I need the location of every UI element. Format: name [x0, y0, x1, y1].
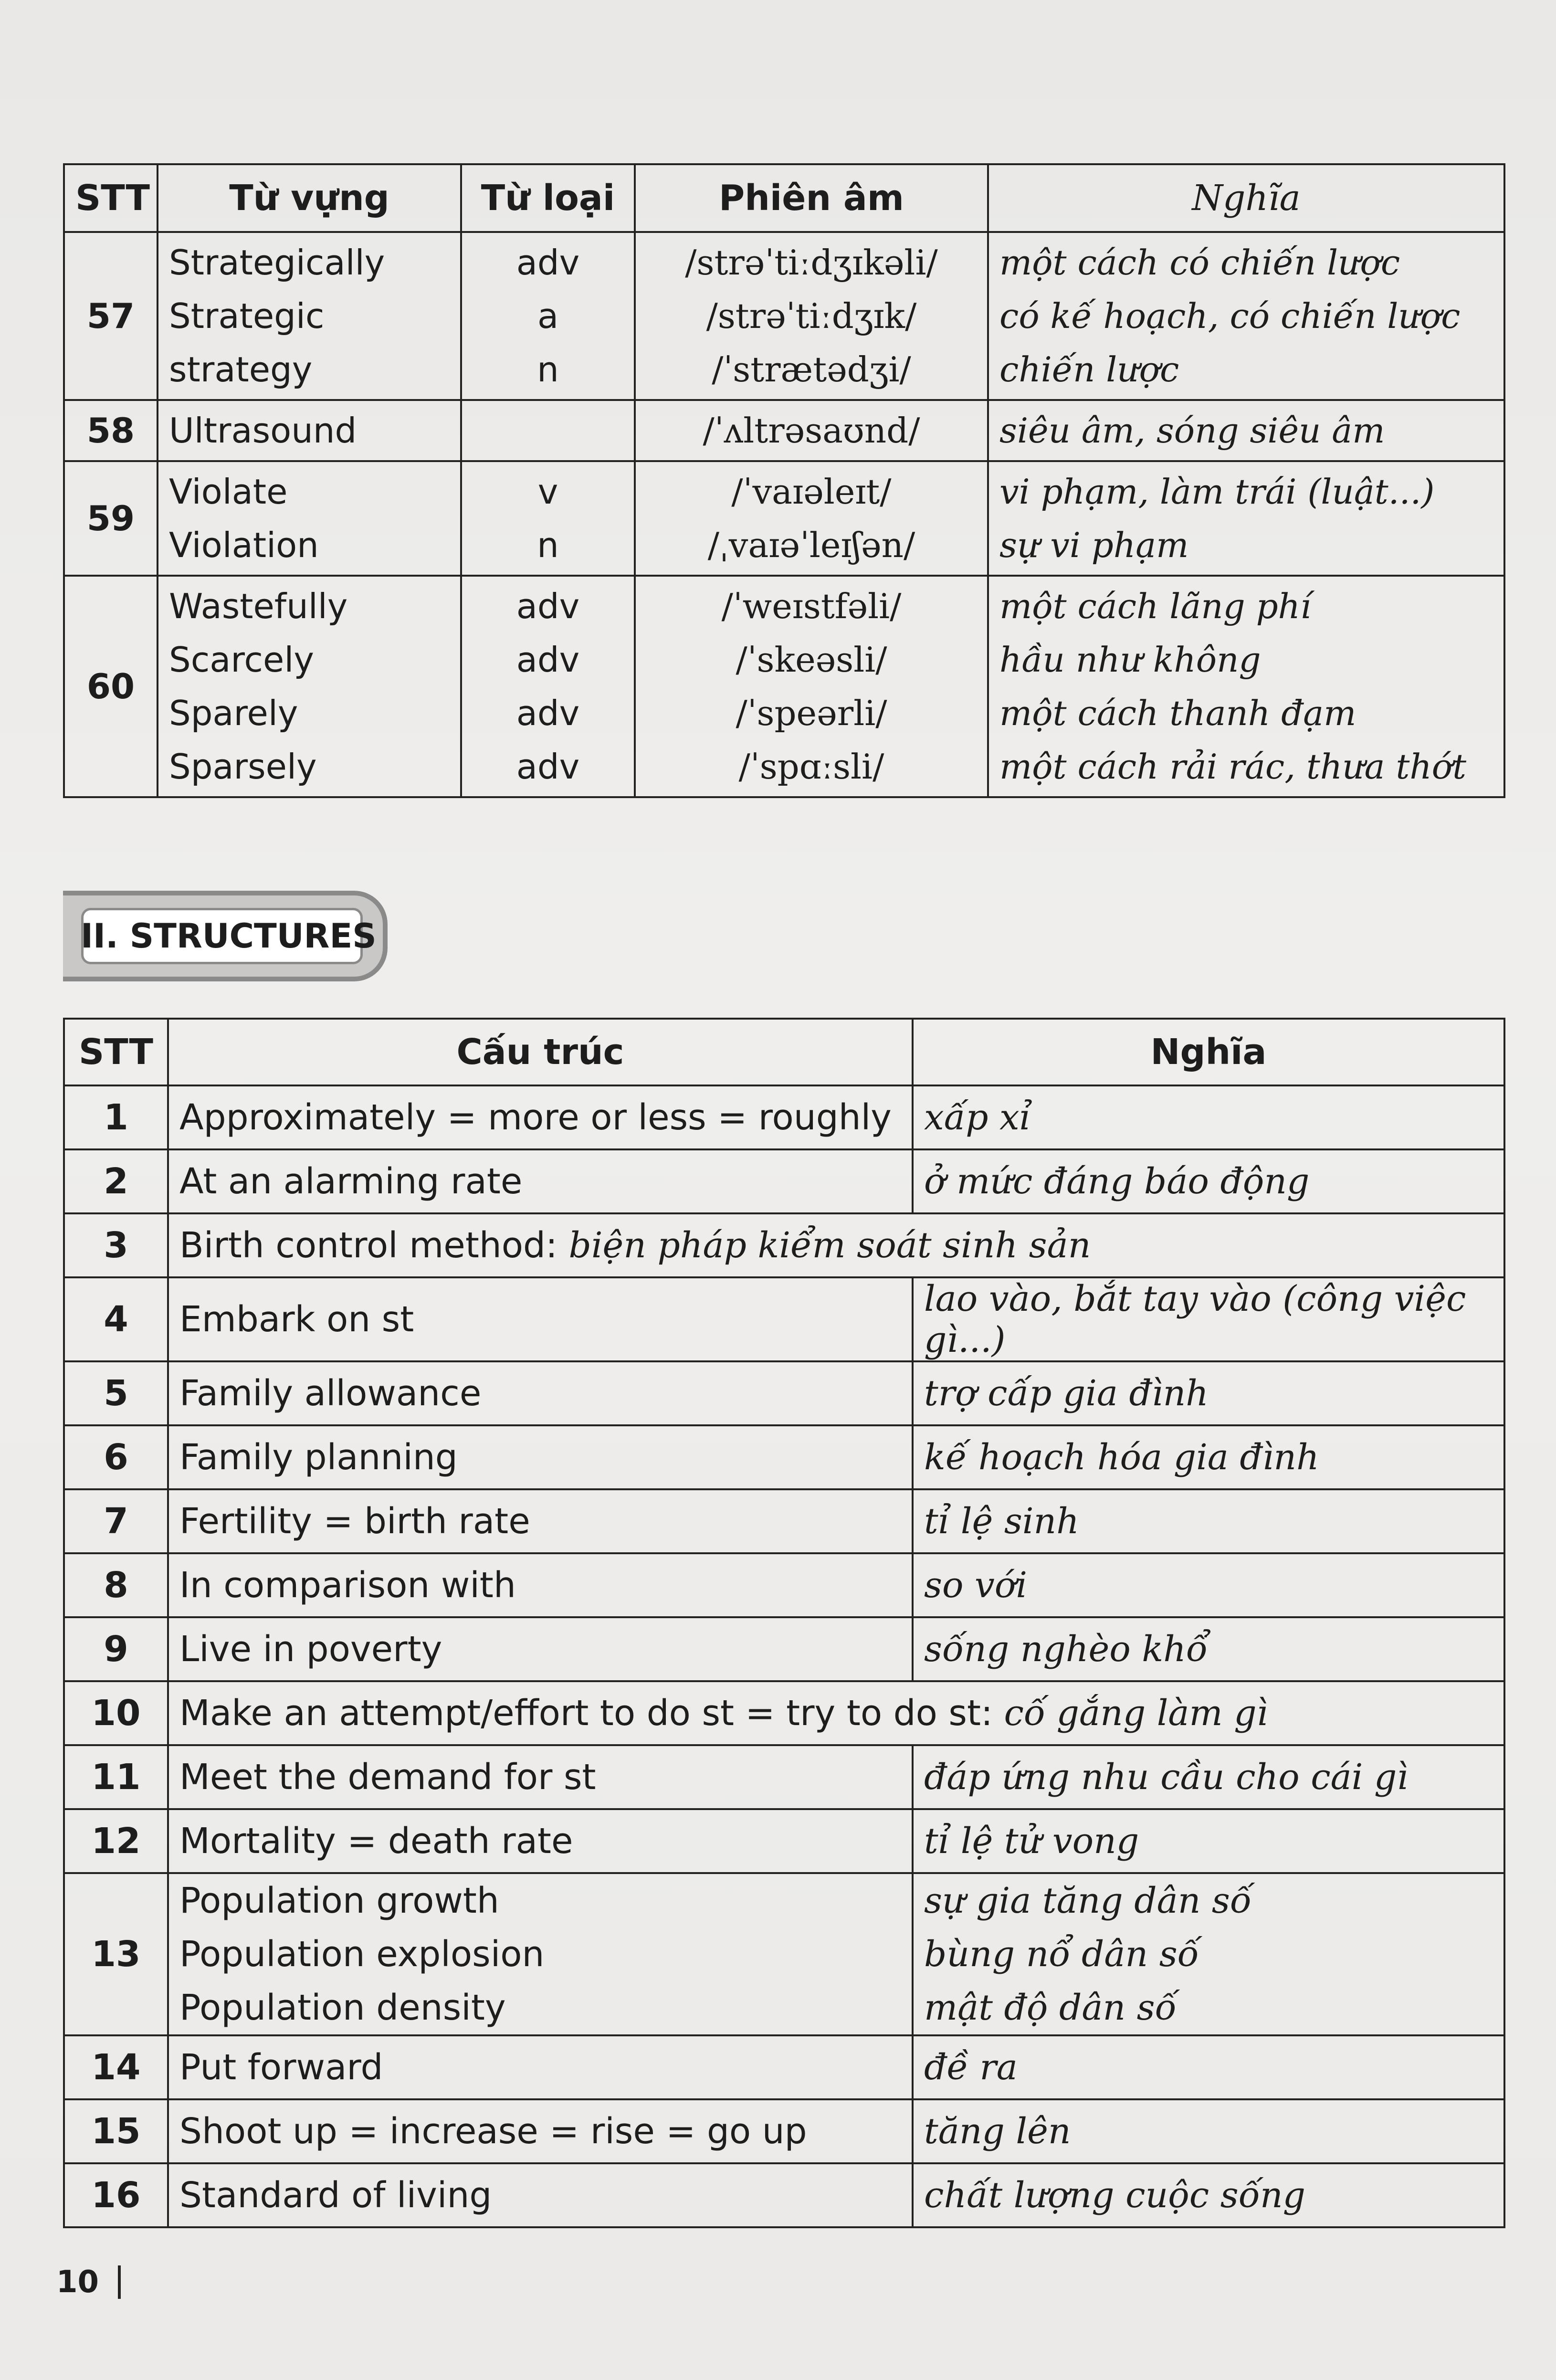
structure-number: 5 [64, 1361, 168, 1425]
vocab-meaning-cell [988, 232, 1504, 400]
section-title: STRUCTURES [129, 916, 377, 956]
structure-number: 8 [64, 1553, 168, 1617]
vocab-pos: n [537, 349, 559, 390]
structure-cell [168, 1617, 913, 1681]
structure-row [64, 1489, 1504, 1553]
header-structure: Cấu trúc [168, 1019, 913, 1085]
structure-number: 7 [64, 1489, 168, 1553]
header-meaning: Nghĩa [988, 164, 1504, 232]
structure-text: Put forward [179, 2047, 383, 2088]
vocab-meaning-cell [988, 576, 1504, 797]
meaning-cell [913, 2163, 1504, 2227]
structure-row [64, 1873, 1504, 2035]
structures-table [63, 1018, 1505, 2228]
structure-text: Make an attempt/effort to do st = try to do st: [179, 1693, 1004, 1734]
structure-row [64, 1745, 1504, 1809]
vocab-ipa-cell [635, 461, 988, 576]
structure-row [64, 1277, 1504, 1361]
vocab-pos-cell [461, 576, 635, 797]
vocab-row [64, 232, 1504, 400]
structure-number: 6 [64, 1425, 168, 1489]
vocab-pos: adv [516, 586, 580, 626]
structure-text: Fertility = birth rate [179, 1501, 530, 1542]
vocab-pos: n [537, 525, 559, 565]
vocab-meaning: có kế hoạch, có chiến lược [999, 296, 1461, 336]
structure-merged-cell [168, 1681, 1504, 1745]
section-label-box [81, 908, 377, 964]
structure-row [64, 2099, 1504, 2163]
meaning-cell [913, 1489, 1504, 1553]
structure-row [64, 1681, 1504, 1745]
structure-number: 16 [64, 2163, 168, 2227]
header-ipa: Phiên âm [635, 164, 988, 232]
vocab-pos-cell [461, 232, 635, 400]
vocab-word: Ultrasound [169, 411, 357, 451]
structure-meaning: ở mức đáng báo động [924, 1161, 1310, 1202]
vocab-meaning-cell [988, 400, 1504, 461]
meaning-cell [913, 1149, 1504, 1213]
vocab-word-cell [158, 576, 461, 797]
vocab-word: Sparsely [169, 747, 317, 787]
header-pos: Từ loại [461, 164, 635, 232]
vocab-word: strategy [169, 349, 313, 390]
structure-text: At an alarming rate [179, 1161, 523, 1202]
structure-row [64, 1553, 1504, 1617]
vocab-number: 59 [64, 461, 158, 576]
structure-cell [168, 1149, 913, 1213]
page-number: 10 [56, 2264, 99, 2300]
vocab-ipa: /ˈspɑːsli/ [738, 747, 884, 787]
structure-row [64, 1149, 1504, 1213]
vocab-pos [473, 404, 623, 457]
structure-cell [168, 1745, 913, 1809]
meaning-cell [913, 1085, 1504, 1149]
structure-meaning: mật độ dân số [924, 1987, 1177, 2028]
meaning-cell [913, 1617, 1504, 1681]
structures-header-row [64, 1019, 1504, 1085]
vocab-ipa: /ˈskeəsli/ [736, 640, 887, 680]
structure-cell [168, 2099, 913, 2163]
structure-row [64, 1425, 1504, 1489]
structure-cell [168, 2163, 913, 2227]
structure-number: 13 [64, 1873, 168, 2035]
vocab-meaning: một cách có chiến lược [999, 242, 1400, 283]
meaning-cell [913, 1425, 1504, 1489]
structure-meaning: đáp ứng nhu cầu cho cái gì [924, 1757, 1409, 1798]
structure-cell [168, 1425, 913, 1489]
meaning-cell [913, 1361, 1504, 1425]
vocab-ipa-cell [635, 232, 988, 400]
structure-text: In comparison with [179, 1565, 516, 1606]
vocab-row [64, 576, 1504, 797]
vocab-ipa-cell [635, 576, 988, 797]
structure-number: 12 [64, 1809, 168, 1873]
structure-text: Family planning [179, 1437, 458, 1478]
structure-cell [168, 1361, 913, 1425]
structure-row [64, 2035, 1504, 2099]
structure-text: Mortality = death rate [179, 1821, 573, 1862]
vocab-word: Wastefully [169, 586, 348, 626]
structure-meaning: sống nghèo khổ [924, 1629, 1208, 1670]
meaning-cell [913, 1809, 1504, 1873]
vocab-word: Violate [169, 472, 288, 512]
structure-meaning: kế hoạch hóa gia đình [924, 1437, 1319, 1478]
structure-text: Population growth [179, 1880, 499, 1921]
structure-meaning: so với [924, 1565, 1028, 1606]
structure-cell [168, 1489, 913, 1553]
vocab-pos-cell [461, 461, 635, 576]
vocab-pos: adv [516, 747, 580, 787]
vocab-pos-cell [461, 400, 635, 461]
vocab-ipa: /ˈstrætədʒi/ [712, 349, 911, 390]
structure-meaning: lao vào, bắt tay vào (công việc gì...) [924, 1278, 1466, 1360]
structure-number: 4 [64, 1277, 168, 1361]
structure-meaning: bùng nổ dân số [924, 1934, 1199, 1975]
structure-number: 15 [64, 2099, 168, 2163]
structure-row [64, 1617, 1504, 1681]
structure-row [64, 2163, 1504, 2227]
vocab-meaning: một cách lãng phí [999, 586, 1312, 626]
header-word: Từ vựng [158, 164, 461, 232]
vocab-ipa: /strəˈtiːdʒɪkəli/ [685, 242, 938, 283]
vocab-pos: adv [516, 693, 580, 733]
meaning-cell [913, 1277, 1504, 1361]
structure-meaning: chất lượng cuộc sống [924, 2175, 1306, 2216]
vocabulary-header-row [64, 164, 1504, 232]
meaning-cell [913, 2099, 1504, 2163]
structure-text: Approximately = more or less = roughly [179, 1097, 892, 1138]
vocab-word: Sparely [169, 693, 298, 733]
structure-row [64, 1213, 1504, 1277]
meaning-cell [913, 1745, 1504, 1809]
header-stt: STT [64, 164, 158, 232]
structure-text: Family allowance [179, 1373, 482, 1414]
vocabulary-table [63, 163, 1505, 798]
header-stt: STT [64, 1019, 168, 1085]
header-meaning: Nghĩa [913, 1019, 1504, 1085]
structure-meaning: xấp xỉ [924, 1097, 1031, 1138]
structure-meaning: đề ra [924, 2047, 1018, 2088]
vocab-word: Scarcely [169, 640, 314, 680]
vocab-word: Violation [169, 525, 319, 565]
vocab-meaning: một cách rải rác, thưa thớt [999, 747, 1467, 787]
section-number: II. [81, 916, 118, 956]
vocab-row [64, 461, 1504, 576]
structure-meaning: tỉ lệ tử vong [924, 1821, 1139, 1862]
structure-number: 1 [64, 1085, 168, 1149]
structure-cell [168, 1277, 913, 1361]
structure-meaning: cố gắng làm gì [1004, 1693, 1268, 1734]
meaning-cell [913, 1873, 1504, 2035]
structure-number: 10 [64, 1681, 168, 1745]
vocab-number: 60 [64, 576, 158, 797]
vocab-ipa: /ˈʌltrəsaʊnd/ [703, 411, 920, 451]
footer-divider [118, 2265, 121, 2299]
structure-meaning: trợ cấp gia đình [924, 1373, 1209, 1414]
vocab-ipa: /ˈspeərli/ [736, 693, 887, 733]
structure-row [64, 1809, 1504, 1873]
structure-meaning: biện pháp kiểm soát sinh sản [568, 1225, 1091, 1266]
vocab-meaning: một cách thanh đạm [999, 693, 1356, 733]
vocab-number: 57 [64, 232, 158, 400]
vocab-ipa: /ˌvaɪəˈleɪʃən/ [707, 525, 915, 565]
vocab-word-cell [158, 400, 461, 461]
structure-meaning: tăng lên [924, 2111, 1071, 2152]
vocab-meaning: chiến lược [999, 349, 1179, 390]
vocab-pos: v [537, 472, 558, 512]
vocab-meaning: hầu như không [999, 640, 1261, 680]
structure-text: Birth control method: [179, 1225, 569, 1266]
vocab-word-cell [158, 232, 461, 400]
structure-row [64, 1361, 1504, 1425]
structure-number: 9 [64, 1617, 168, 1681]
structure-text: Population density [179, 1987, 506, 2028]
vocab-meaning: sự vi phạm [999, 525, 1189, 565]
structure-text: Meet the demand for st [179, 1757, 596, 1798]
vocab-pos: adv [516, 640, 580, 680]
structure-number: 14 [64, 2035, 168, 2099]
vocab-meaning: vi phạm, làm trái (luật...) [999, 472, 1435, 512]
structure-text: Population explosion [179, 1934, 545, 1975]
vocab-ipa-cell [635, 400, 988, 461]
vocab-row [64, 400, 1504, 461]
structure-merged-cell [168, 1213, 1504, 1277]
structure-cell [168, 1873, 913, 2035]
structure-row [64, 1085, 1504, 1149]
structure-cell [168, 1809, 913, 1873]
structure-meaning: sự gia tăng dân số [924, 1880, 1252, 1921]
structure-number: 2 [64, 1149, 168, 1213]
structure-cell [168, 1553, 913, 1617]
vocab-word: Strategically [169, 242, 385, 283]
meaning-cell [913, 1553, 1504, 1617]
structure-number: 3 [64, 1213, 168, 1277]
section-heading [63, 891, 388, 981]
vocab-pos: adv [516, 242, 580, 283]
structure-text: Shoot up = increase = rise = go up [179, 2111, 807, 2152]
vocab-word-cell [158, 461, 461, 576]
vocab-pos: a [537, 296, 559, 336]
vocab-number: 58 [64, 400, 158, 461]
meaning-cell [913, 2035, 1504, 2099]
structure-text: Embark on st [179, 1299, 414, 1340]
vocab-meaning: siêu âm, sóng siêu âm [999, 411, 1385, 451]
structure-text: Live in poverty [179, 1629, 442, 1670]
structure-cell [168, 1085, 913, 1149]
structure-text: Standard of living [179, 2175, 492, 2216]
structure-number: 11 [64, 1745, 168, 1809]
vocab-ipa: /ˈweɪstfəli/ [721, 586, 902, 626]
vocab-word: Strategic [169, 296, 325, 336]
vocab-ipa: /ˈvaɪəleɪt/ [731, 472, 892, 512]
structure-meaning: tỉ lệ sinh [924, 1501, 1079, 1542]
structure-cell [168, 2035, 913, 2099]
vocab-meaning-cell [988, 461, 1504, 576]
vocab-ipa: /strəˈtiːdʒɪk/ [706, 296, 917, 336]
page-footer [56, 2264, 121, 2300]
